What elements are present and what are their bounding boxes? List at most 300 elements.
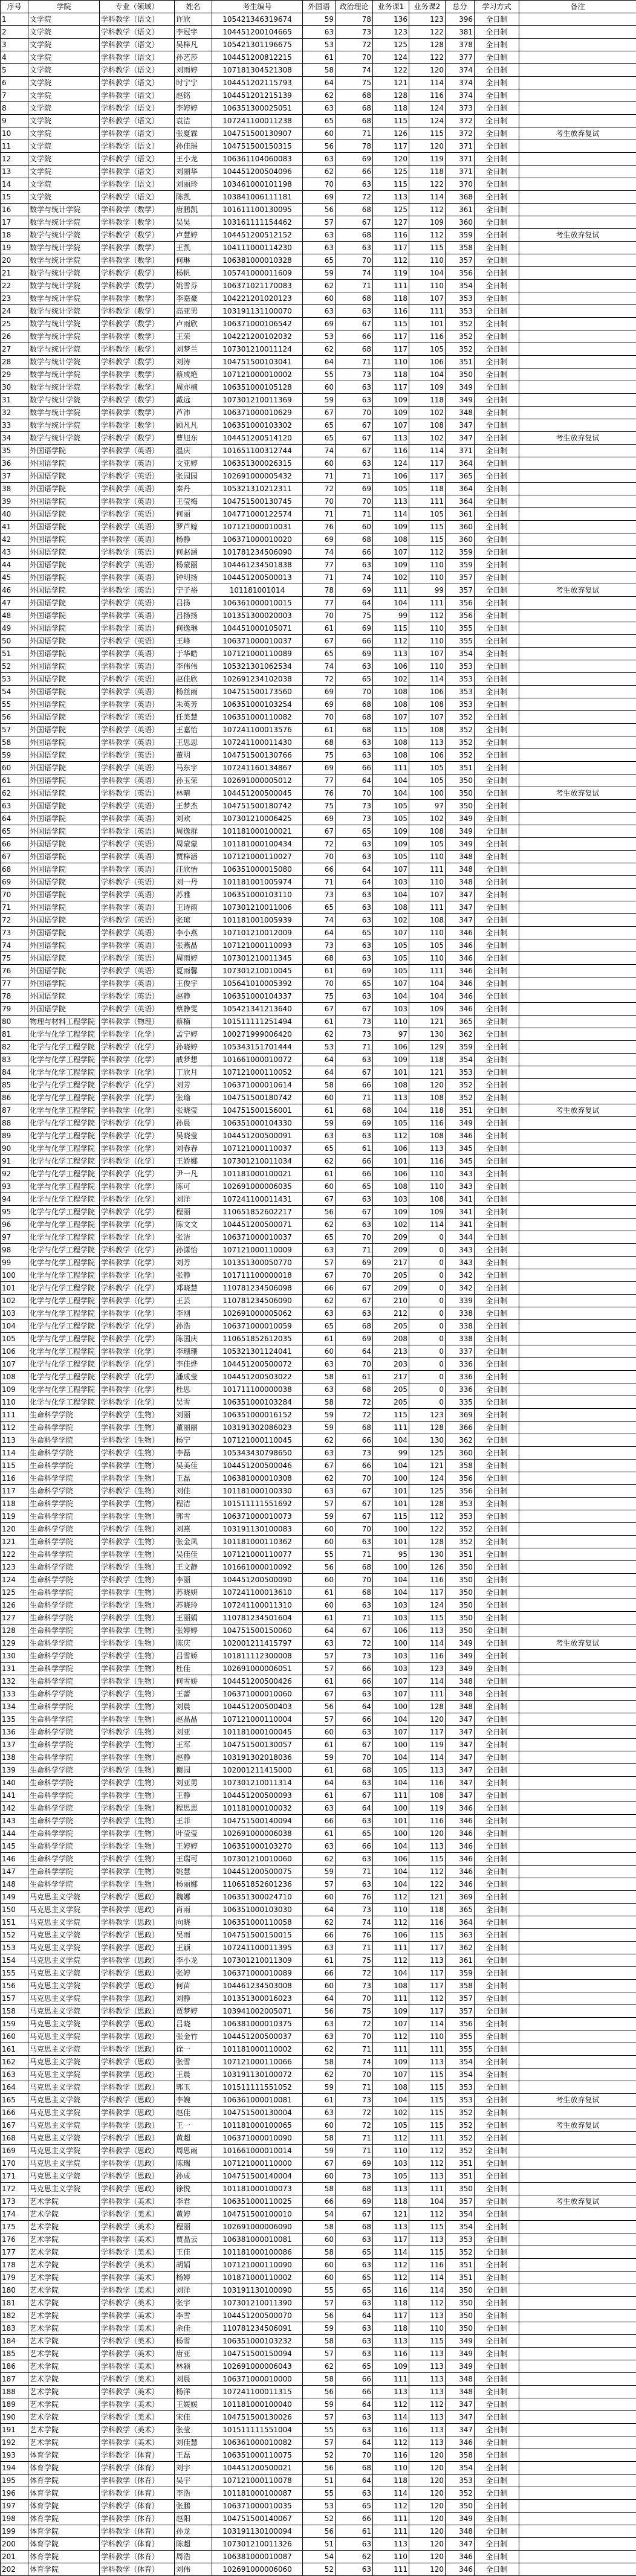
cell-politics: 72	[336, 2107, 373, 2119]
cell-foreign-language: 59	[303, 2398, 336, 2411]
table-row	[1, 2132, 636, 2145]
cell-exam-no: 101511111251494	[212, 1016, 303, 1028]
cell-exam-no: 104451000105071	[212, 622, 303, 635]
cell-politics: 70	[336, 2069, 373, 2081]
cell-foreign-language: 67	[303, 1193, 336, 1206]
cell-remark	[519, 711, 636, 724]
cell-name: 夏雨馨	[175, 965, 212, 977]
cell-politics: 63	[336, 1193, 373, 1206]
cell-course-1: 106	[373, 1041, 409, 1054]
cell-major: 学科教学（生物）	[100, 1764, 175, 1777]
table-row	[1, 546, 636, 559]
cell-remark	[519, 2322, 636, 2335]
cell-name: 张静	[175, 1269, 212, 1282]
cell-foreign-language: 53	[303, 39, 336, 51]
cell-exam-no: 104451200500071	[212, 1219, 303, 1231]
cell-name: 蔡成艳	[175, 369, 212, 381]
cell-college: 外国语学院	[28, 711, 100, 724]
cell-study-mode: 全日制	[475, 610, 519, 622]
cell-serial: 196	[1, 2487, 28, 2500]
cell-politics: 63	[336, 178, 373, 191]
table-row	[1, 1815, 636, 1827]
cell-exam-no: 105741000011609	[212, 267, 303, 280]
table-row	[1, 851, 636, 863]
cell-politics: 69	[336, 1117, 373, 1130]
cell-foreign-language: 59	[303, 2145, 336, 2157]
cell-remark	[519, 1561, 636, 1574]
table-row	[1, 381, 636, 394]
table-row	[1, 762, 636, 774]
cell-course-2: 0	[409, 1282, 446, 1295]
cell-course-1: 108	[373, 1980, 409, 1992]
cell-politics: 63	[336, 1726, 373, 1739]
cell-college: 体育学院	[28, 2538, 100, 2551]
cell-name: 邓晓慧	[175, 1282, 212, 1295]
cell-name: 杨静	[175, 533, 212, 546]
table-row	[1, 394, 636, 407]
cell-foreign-language: 61	[303, 1954, 336, 1967]
cell-name: 马东宇	[175, 762, 212, 774]
cell-study-mode: 全日制	[475, 89, 519, 102]
cell-remark	[519, 2462, 636, 2475]
cell-name: 刘雨婷	[175, 64, 212, 77]
cell-serial: 121	[1, 1536, 28, 1548]
cell-politics: 69	[336, 1333, 373, 1345]
cell-serial: 157	[1, 1992, 28, 2005]
cell-foreign-language: 61	[303, 724, 336, 736]
cell-major: 学科教学（化学）	[100, 1092, 175, 1104]
cell-study-mode: 全日制	[475, 2170, 519, 2183]
cell-major: 学科教学（英语）	[100, 559, 175, 572]
cell-foreign-language: 51	[303, 2538, 336, 2551]
cell-exam-no: 110781234506098	[212, 1282, 303, 1295]
cell-course-2: 102	[409, 813, 446, 825]
cell-study-mode: 全日制	[475, 2551, 519, 2563]
cell-serial: 110	[1, 1396, 28, 1409]
cell-course-2: 105	[409, 343, 446, 356]
cell-politics: 71	[336, 1244, 373, 1257]
cell-name: 李嘉豪	[175, 292, 212, 305]
cell-serial: 81	[1, 1028, 28, 1041]
cell-politics: 71	[336, 356, 373, 369]
cell-major: 学科教学（思政）	[100, 2183, 175, 2195]
cell-exam-no: 103191130100083	[212, 1523, 303, 1536]
cell-major: 学科教学（思政）	[100, 2081, 175, 2094]
cell-remark	[519, 242, 636, 254]
cell-serial: 25	[1, 318, 28, 330]
cell-major: 学科教学（英语）	[100, 762, 175, 774]
table-row	[1, 2398, 636, 2411]
cell-politics: 70	[336, 254, 373, 267]
cell-total: 356	[446, 1485, 475, 1498]
cell-major: 学科教学（语文）	[100, 77, 175, 89]
cell-serial: 184	[1, 2335, 28, 2348]
cell-study-mode: 全日制	[475, 2513, 519, 2525]
cell-study-mode: 全日制	[475, 1016, 519, 1028]
cell-foreign-language: 57	[303, 2348, 336, 2360]
cell-serial: 165	[1, 2094, 28, 2107]
cell-course-1: 103	[373, 2157, 409, 2170]
table-row	[1, 1460, 636, 1472]
cell-foreign-language: 70	[303, 178, 336, 191]
table-row	[1, 1866, 636, 1878]
cell-name: 刘春春	[175, 1142, 212, 1155]
cell-remark	[519, 64, 636, 77]
cell-study-mode: 全日制	[475, 1675, 519, 1688]
cell-major: 学科教学（英语）	[100, 572, 175, 584]
cell-politics: 71	[336, 508, 373, 521]
table-row	[1, 1840, 636, 1853]
cell-name: 林晴	[175, 787, 212, 800]
cell-remark	[519, 2170, 636, 2183]
cell-remark	[519, 2525, 636, 2538]
cell-course-2: 101	[409, 318, 446, 330]
cell-course-1: 104	[373, 1574, 409, 1586]
cell-major: 学科教学（语文）	[100, 191, 175, 204]
cell-foreign-language: 56	[303, 1206, 336, 1219]
cell-major: 学科教学（数学）	[100, 242, 175, 254]
cell-study-mode: 全日制	[475, 1498, 519, 1510]
cell-major: 学科教学（英语）	[100, 635, 175, 648]
cell-study-mode: 全日制	[475, 977, 519, 990]
cell-remark	[519, 774, 636, 787]
cell-politics: 78	[336, 140, 373, 153]
cell-serial: 75	[1, 952, 28, 965]
cell-course-2: 123	[409, 13, 446, 26]
cell-politics: 66	[336, 546, 373, 559]
cell-course-2: 121	[409, 1066, 446, 1079]
cell-college: 生命科学学院	[28, 1434, 100, 1447]
cell-remark	[519, 927, 636, 939]
cell-major: 学科教学（生物）	[100, 1777, 175, 1789]
cell-serial: 7	[1, 89, 28, 102]
cell-course-1: 119	[373, 267, 409, 280]
cell-serial: 22	[1, 280, 28, 292]
cell-remark	[519, 2310, 636, 2322]
cell-serial: 179	[1, 2272, 28, 2284]
cell-course-2: 115	[409, 533, 446, 546]
cell-exam-no: 101181000100086	[212, 2246, 303, 2259]
cell-study-mode: 全日制	[475, 1586, 519, 1599]
cell-remark	[519, 1447, 636, 1460]
cell-total: 350	[446, 369, 475, 381]
cell-remark	[519, 1891, 636, 1904]
cell-college: 艺术学院	[28, 2297, 100, 2310]
cell-serial: 85	[1, 1079, 28, 1092]
cell-remark	[519, 648, 636, 660]
cell-college: 生命科学学院	[28, 1447, 100, 1460]
table-row	[1, 1206, 636, 1219]
cell-serial: 187	[1, 2373, 28, 2386]
header-serial: 序号	[1, 1, 28, 13]
cell-study-mode: 全日制	[475, 381, 519, 394]
cell-course-1: 108	[373, 901, 409, 914]
cell-total: 369	[446, 1409, 475, 1422]
cell-exam-no: 107121000110093	[212, 939, 303, 952]
cell-politics: 68	[336, 229, 373, 242]
cell-exam-no: 107301210011314	[212, 1777, 303, 1789]
cell-remark	[519, 1117, 636, 1130]
cell-course-2: 104	[409, 267, 446, 280]
cell-politics: 63	[336, 990, 373, 1003]
cell-foreign-language: 58	[303, 2246, 336, 2259]
cell-exam-no: 104451201215139	[212, 89, 303, 102]
cell-course-2: 117	[409, 1967, 446, 1980]
table-row	[1, 787, 636, 800]
cell-serial: 44	[1, 559, 28, 572]
cell-course-2: 115	[409, 127, 446, 140]
cell-major: 学科教学（语文）	[100, 102, 175, 115]
cell-politics: 63	[336, 1536, 373, 1548]
cell-exam-no: 102691000005012	[212, 774, 303, 787]
cell-study-mode: 全日制	[475, 1193, 519, 1206]
cell-remark	[519, 673, 636, 686]
cell-name: 赵阳	[175, 2513, 212, 2525]
cell-politics: 63	[336, 2563, 373, 2576]
cell-college: 外国语学院	[28, 813, 100, 825]
cell-major: 学科教学（思政）	[100, 2094, 175, 2107]
table-row	[1, 1586, 636, 1599]
cell-college: 生命科学学院	[28, 1422, 100, 1434]
cell-serial: 45	[1, 572, 28, 584]
cell-course-1: 111	[373, 584, 409, 597]
cell-total: 346	[446, 1802, 475, 1815]
cell-total: 356	[446, 610, 475, 622]
cell-name: 于华皓	[175, 648, 212, 660]
cell-serial: 21	[1, 267, 28, 280]
cell-politics: 66	[336, 1663, 373, 1675]
cell-college: 生命科学学院	[28, 1586, 100, 1599]
cell-remark	[519, 1701, 636, 1713]
cell-course-2: 113	[409, 1624, 446, 1637]
table-row	[1, 13, 636, 26]
cell-total: 349	[446, 1663, 475, 1675]
cell-college: 外国语学院	[28, 572, 100, 584]
cell-course-1: 112	[373, 1891, 409, 1904]
cell-course-1: 118	[373, 2195, 409, 2208]
cell-remark	[519, 1713, 636, 1726]
cell-foreign-language: 61	[303, 622, 336, 635]
cell-politics: 63	[336, 1130, 373, 1142]
cell-name: 陈可	[175, 1180, 212, 1193]
cell-course-1: 118	[373, 102, 409, 115]
cell-politics: 63	[336, 381, 373, 394]
cell-remark	[519, 1739, 636, 1751]
cell-course-2: 125	[409, 1447, 446, 1460]
cell-foreign-language: 78	[303, 584, 336, 597]
cell-name: 贾梓涵	[175, 851, 212, 863]
cell-course-1: 110	[373, 2462, 409, 2475]
cell-total: 355	[446, 622, 475, 635]
cell-name: 刘晨	[175, 2373, 212, 2386]
cell-foreign-language: 76	[303, 787, 336, 800]
cell-foreign-language: 65	[303, 432, 336, 445]
cell-course-2: 110	[409, 876, 446, 889]
cell-study-mode: 全日制	[475, 1066, 519, 1079]
cell-remark	[519, 762, 636, 774]
cell-major: 学科教学（语文）	[100, 26, 175, 39]
cell-foreign-language: 60	[303, 1536, 336, 1548]
cell-total: 377	[446, 51, 475, 64]
cell-exam-no: 106371000010614	[212, 1079, 303, 1092]
table-row	[1, 1358, 636, 1371]
cell-major: 学科教学（化学）	[100, 1345, 175, 1358]
cell-course-1: 112	[373, 2272, 409, 2284]
cell-politics: 70	[336, 407, 373, 419]
header-course-1: 业务课1	[373, 1, 409, 13]
cell-college: 化学与化学工程学院	[28, 1371, 100, 1383]
table-row	[1, 242, 636, 254]
cell-foreign-language: 59	[303, 1866, 336, 1878]
cell-name: 杨洋	[175, 2386, 212, 2398]
cell-exam-no: 104751500130766	[212, 749, 303, 762]
cell-major: 学科教学（英语）	[100, 736, 175, 749]
cell-remark	[519, 140, 636, 153]
cell-major: 学科教学（生物）	[100, 1827, 175, 1840]
table-row	[1, 1041, 636, 1054]
cell-course-1: 111	[373, 1422, 409, 1434]
cell-serial: 10	[1, 127, 28, 140]
cell-serial: 33	[1, 419, 28, 432]
cell-major: 学科教学（化学）	[100, 1282, 175, 1295]
cell-college: 外国语学院	[28, 635, 100, 648]
cell-course-2: 0	[409, 1396, 446, 1409]
cell-course-2: 113	[409, 2424, 446, 2436]
cell-name: 刘洋	[175, 1193, 212, 1206]
table-row	[1, 2233, 636, 2246]
cell-course-1: 100	[373, 1802, 409, 1815]
cell-course-2: 120	[409, 2551, 446, 2563]
cell-remark	[519, 2360, 636, 2373]
cell-politics: 71	[336, 127, 373, 140]
cell-exam-no: 107301210011124	[212, 343, 303, 356]
cell-total: 359	[446, 1041, 475, 1054]
cell-politics: 68	[336, 89, 373, 102]
cell-major: 学科教学（语文）	[100, 166, 175, 178]
cell-remark	[519, 1422, 636, 1434]
cell-total: 341	[446, 1193, 475, 1206]
cell-politics: 68	[336, 1561, 373, 1574]
cell-foreign-language: 62	[303, 2043, 336, 2056]
cell-foreign-language: 64	[303, 77, 336, 89]
header-major: 专业（领域）	[100, 1, 175, 13]
cell-study-mode: 全日制	[475, 1536, 519, 1548]
cell-exam-no: 106371000106542	[212, 318, 303, 330]
cell-remark	[519, 1827, 636, 1840]
cell-politics: 64	[336, 2475, 373, 2487]
cell-exam-no: 107121000110077	[212, 1548, 303, 1561]
cell-politics: 63	[336, 1815, 373, 1827]
cell-course-2: 106	[409, 749, 446, 762]
cell-course-1: 120	[373, 153, 409, 166]
cell-course-2: 117	[409, 2005, 446, 2018]
cell-study-mode: 全日制	[475, 2195, 519, 2208]
cell-name: 文亚婷	[175, 457, 212, 470]
cell-serial: 107	[1, 1358, 28, 1371]
cell-exam-no: 105641010005392	[212, 977, 303, 990]
cell-college: 马克思主义学院	[28, 2145, 100, 2157]
cell-college: 化学与化学工程学院	[28, 1244, 100, 1257]
cell-politics: 67	[336, 1485, 373, 1498]
cell-total: 346	[446, 1840, 475, 1853]
cell-name: 吴雨	[175, 1929, 212, 1942]
table-row	[1, 901, 636, 914]
cell-total: 350	[446, 1561, 475, 1574]
cell-study-mode: 全日制	[475, 1396, 519, 1409]
cell-politics: 66	[336, 1434, 373, 1447]
cell-serial: 197	[1, 2500, 28, 2513]
cell-college: 化学与化学工程学院	[28, 1130, 100, 1142]
cell-study-mode: 全日制	[475, 2233, 519, 2246]
cell-major: 学科教学（美术）	[100, 2436, 175, 2449]
cell-foreign-language: 69	[303, 318, 336, 330]
table-row	[1, 1345, 636, 1358]
cell-course-1: 107	[373, 1688, 409, 1701]
cell-remark	[519, 2297, 636, 2310]
cell-study-mode: 全日制	[475, 1802, 519, 1815]
cell-remark	[519, 572, 636, 584]
cell-total: 353	[446, 2233, 475, 2246]
cell-course-2: 128	[409, 1536, 446, 1548]
cell-major: 学科教学（英语）	[100, 533, 175, 546]
cell-college: 数学与统计学院	[28, 407, 100, 419]
cell-college: 外国语学院	[28, 787, 100, 800]
cell-course-2: 111	[409, 2043, 446, 2056]
cell-study-mode: 全日制	[475, 698, 519, 711]
cell-course-2: 128	[409, 1422, 446, 1434]
cell-name: 杨蒙丽	[175, 559, 212, 572]
table-row	[1, 318, 636, 330]
cell-course-1: 112	[373, 2436, 409, 2449]
cell-major: 学科教学（生物）	[100, 1739, 175, 1751]
cell-course-2: 112	[409, 1866, 446, 1878]
cell-serial: 143	[1, 1815, 28, 1827]
cell-total: 350	[446, 1612, 475, 1624]
cell-study-mode: 全日制	[475, 521, 519, 533]
cell-course-1: 114	[373, 2411, 409, 2424]
cell-course-1: 107	[373, 2018, 409, 2030]
cell-college: 化学与化学工程学院	[28, 1358, 100, 1371]
cell-college: 马克思主义学院	[28, 1916, 100, 1929]
cell-college: 马克思主义学院	[28, 2132, 100, 2145]
cell-remark	[519, 280, 636, 292]
cell-politics: 73	[336, 1904, 373, 1916]
cell-politics: 65	[336, 977, 373, 990]
cell-remark	[519, 1942, 636, 1954]
cell-foreign-language: 57	[303, 1498, 336, 1510]
cell-name: 孙潇怡	[175, 1244, 212, 1257]
cell-course-1: 101	[373, 1815, 409, 1827]
cell-foreign-language: 63	[303, 1802, 336, 1815]
cell-serial: 102	[1, 1295, 28, 1307]
cell-foreign-language: 56	[303, 2462, 336, 2475]
cell-exam-no: 102001211415000	[212, 1764, 303, 1777]
table-row	[1, 1929, 636, 1942]
cell-study-mode: 全日制	[475, 115, 519, 127]
cell-study-mode: 全日制	[475, 1345, 519, 1358]
table-row	[1, 2322, 636, 2335]
cell-serial: 59	[1, 749, 28, 762]
cell-study-mode: 全日制	[475, 1117, 519, 1130]
cell-exam-no: 104451200503022	[212, 1371, 303, 1383]
cell-study-mode: 全日制	[475, 1739, 519, 1751]
cell-remark	[519, 1282, 636, 1295]
cell-serial: 24	[1, 305, 28, 318]
cell-major: 学科教学（美术）	[100, 2297, 175, 2310]
cell-study-mode: 全日制	[475, 1815, 519, 1827]
cell-foreign-language: 63	[303, 1383, 336, 1396]
cell-major: 学科教学（英语）	[100, 724, 175, 736]
